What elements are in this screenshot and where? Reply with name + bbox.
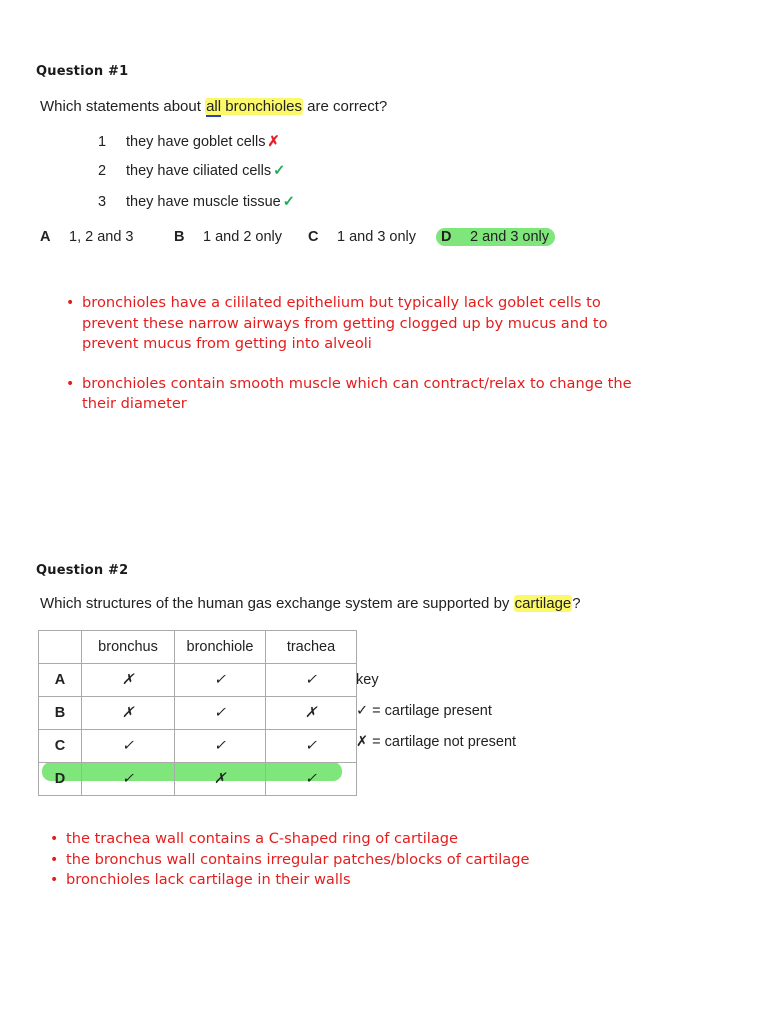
statement-number: 2 bbox=[98, 163, 107, 179]
statement-1 bbox=[98, 134, 280, 150]
option-letter: C bbox=[308, 229, 319, 245]
option-text: 2 and 3 only bbox=[470, 229, 550, 245]
row-letter: A bbox=[39, 664, 82, 697]
question-1-title: Question #1 bbox=[36, 64, 129, 79]
table-cell: ✗ bbox=[82, 664, 175, 697]
table-row-answer bbox=[39, 763, 357, 796]
question-1-stem bbox=[40, 98, 387, 115]
option-text: 1 and 3 only bbox=[337, 229, 417, 245]
key-present: ✓ = cartilage present bbox=[356, 703, 492, 719]
bullet-icon: • bbox=[66, 295, 75, 311]
table-row bbox=[39, 730, 357, 763]
stem-word-all: all bbox=[206, 98, 222, 115]
stem-word-bronchioles: bronchioles bbox=[221, 98, 302, 115]
table-cell: ✓ bbox=[82, 730, 175, 763]
note-item bbox=[66, 293, 746, 355]
note-line: bronchioles have a cililated epithelium but typically lack goblet cells to bbox=[82, 294, 601, 311]
option-letter: D bbox=[441, 229, 452, 245]
stem-highlight bbox=[205, 98, 303, 115]
table-row bbox=[39, 697, 357, 730]
note-line: bronchioles lack cartilage in their walls bbox=[66, 871, 351, 888]
note-line: their diameter bbox=[82, 395, 187, 412]
stem-text-pre: Which statements about bbox=[40, 98, 206, 115]
question-2-stem bbox=[40, 595, 581, 612]
option-text: 1 and 2 only bbox=[203, 229, 283, 245]
table-cell: ✓ bbox=[82, 763, 175, 796]
key-title: key bbox=[356, 672, 379, 688]
option-b bbox=[174, 229, 282, 245]
table-cell: ✓ bbox=[266, 664, 357, 697]
bullet-icon: • bbox=[50, 872, 59, 888]
stem-word-cartilage: cartilage bbox=[514, 595, 572, 612]
note-line: the trachea wall contains a C-shaped ring of cartilage bbox=[66, 830, 459, 847]
note-line: prevent these narrow airways from getting clogged up by mucus and to bbox=[82, 314, 608, 332]
table-header-cell bbox=[39, 631, 82, 664]
note-item bbox=[50, 829, 750, 850]
note-item bbox=[50, 870, 750, 891]
bullet-icon: • bbox=[50, 851, 59, 868]
table-cell: ✓ bbox=[266, 730, 357, 763]
note-line: the bronchus wall contains irregular patches/blocks of cartilage bbox=[66, 850, 530, 868]
table-cell: ✓ bbox=[266, 763, 357, 796]
note-line: prevent mucus from getting into alveoli bbox=[82, 335, 372, 352]
table-header-cell: bronchiole bbox=[175, 631, 266, 664]
stem-text-post: ? bbox=[572, 595, 581, 612]
row-letter: B bbox=[39, 697, 82, 730]
bullet-icon: • bbox=[66, 375, 75, 392]
table-header-cell: bronchus bbox=[82, 631, 175, 664]
statement-2 bbox=[98, 163, 285, 179]
note-item bbox=[50, 850, 750, 871]
note-item bbox=[66, 374, 746, 415]
statement-text: they have goblet cells bbox=[126, 134, 266, 150]
row-letter: C bbox=[39, 730, 82, 763]
check-icon: ✓ bbox=[282, 194, 295, 210]
table-header-row bbox=[39, 631, 357, 664]
cross-icon: ✗ bbox=[267, 134, 280, 150]
table-row bbox=[39, 664, 357, 697]
question-1-notes bbox=[66, 293, 746, 415]
option-text: 1, 2 and 3 bbox=[69, 229, 134, 245]
question-2-notes bbox=[50, 829, 750, 891]
table-cell: ✓ bbox=[175, 664, 266, 697]
table-cell: ✗ bbox=[175, 763, 266, 796]
option-c bbox=[308, 229, 416, 245]
table-cell: ✓ bbox=[175, 697, 266, 730]
stem-text-post: are correct? bbox=[303, 98, 388, 115]
question-2-title: Question #2 bbox=[36, 563, 129, 578]
row-letter: D bbox=[39, 763, 82, 796]
key-absent: ✗ = cartilage not present bbox=[356, 734, 517, 750]
statement-3 bbox=[98, 194, 295, 210]
option-letter: A bbox=[40, 229, 51, 245]
statement-text: they have muscle tissue bbox=[126, 194, 281, 210]
table-cell: ✓ bbox=[175, 730, 266, 763]
bullet-icon: • bbox=[50, 831, 59, 847]
option-letter: B bbox=[174, 229, 185, 245]
option-a bbox=[40, 229, 134, 245]
note-line: bronchioles contain smooth muscle which can contract/relax to change the bbox=[82, 374, 632, 392]
check-icon: ✓ bbox=[273, 163, 286, 179]
option-d-correct bbox=[436, 228, 555, 246]
statement-number: 3 bbox=[98, 194, 107, 210]
table-cell: ✗ bbox=[266, 697, 357, 730]
statement-text: they have ciliated cells bbox=[126, 163, 272, 179]
statement-number: 1 bbox=[98, 134, 107, 150]
cartilage-table bbox=[38, 630, 357, 796]
stem-text-pre: Which structures of the human gas exchange system are supported by bbox=[40, 595, 514, 612]
table-cell: ✗ bbox=[82, 697, 175, 730]
table-header-cell: trachea bbox=[266, 631, 357, 664]
